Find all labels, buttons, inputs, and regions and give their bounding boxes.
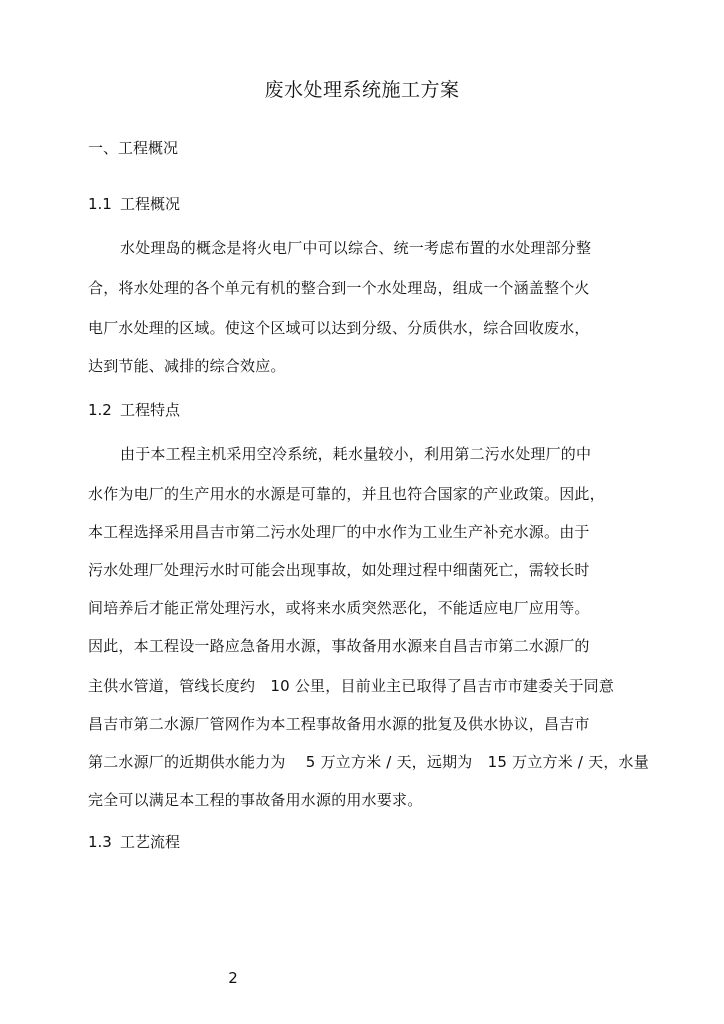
- paragraph-line: 完全可以满足本工程的事故备用水源的用水要求。: [88, 791, 423, 809]
- section-heading-1: 一、工程概况: [88, 139, 179, 157]
- subsection-label: 工程特点: [120, 401, 181, 419]
- subsection-heading-1-3: [88, 832, 180, 852]
- subsection-heading-1-1: [88, 194, 180, 214]
- paragraph-line: 由于本工程主机采用空冷系统，耗水量较小，利用第二污水处理厂的中: [120, 445, 592, 463]
- paragraph-line: 因此，本工程设一路应急备用水源，事故备用水源来自昌吉市第二水源厂的: [88, 637, 590, 655]
- paragraph-line: 第二水源厂的近期供水能力为 5 万立方米 / 天，远期为 15 万立方米 / 天，水量: [88, 753, 649, 771]
- paragraph-line: 主供水管道，管线长度约 10 公里，目前业主已取得了昌吉市市建委关于同意: [88, 677, 615, 695]
- paragraph-line: 达到节能、减排的综合效应。: [88, 357, 286, 375]
- paragraph-line: 间培养后才能正常处理污水，或将来水质突然恶化，不能适应电厂应用等。: [88, 599, 590, 617]
- document-title: 废水处理系统施工方案: [264, 79, 460, 101]
- subsection-number: 1.3: [88, 833, 112, 851]
- paragraph-line: 污水处理厂处理污水时可能会出现事故，如处理过程中细菌死亡，需较长时: [88, 561, 590, 579]
- page-number: 2: [228, 969, 238, 987]
- paragraph-line: 水作为电厂的生产用水的水源是可靠的，并且也符合国家的产业政策。因此，: [88, 485, 605, 503]
- paragraph-line: 本工程选择采用昌吉市第二污水处理厂的中水作为工业生产补充水源。由于: [88, 523, 590, 541]
- subsection-label: 工程概况: [120, 195, 181, 213]
- paragraph-line: 水处理岛的概念是将火电厂中可以综合、统一考虑布置的水处理部分整: [120, 239, 592, 257]
- subsection-label: 工艺流程: [120, 833, 181, 851]
- subsection-heading-1-2: [88, 400, 180, 420]
- paragraph-line: 合，将水处理的各个单元有机的整合到一个水处理岛，组成一个涵盖整个火: [88, 279, 590, 297]
- subsection-number: 1.2: [88, 401, 112, 419]
- subsection-number: 1.1: [88, 195, 112, 213]
- paragraph-line: 昌吉市第二水源厂管网作为本工程事故备用水源的批复及供水协议，昌吉市: [88, 715, 590, 733]
- paragraph-line: 电厂水处理的区域。使这个区域可以达到分级、分质供水，综合回收废水，: [88, 319, 590, 337]
